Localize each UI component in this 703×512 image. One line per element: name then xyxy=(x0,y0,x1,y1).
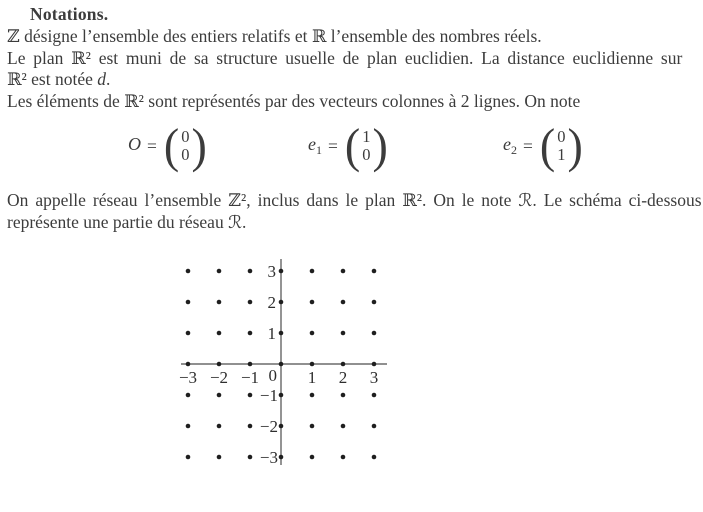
svg-text:3: 3 xyxy=(267,262,276,281)
svg-text:0: 0 xyxy=(268,366,277,385)
paragraph-line: représente une partie du réseau ℛ. xyxy=(7,211,247,232)
paragraph-line: ℤ désigne l’ensemble des entiers relatifs et ℝ l’ensemble des nombres réels. xyxy=(7,26,542,46)
svg-text:−3: −3 xyxy=(178,368,198,387)
svg-text:3: 3 xyxy=(369,368,379,387)
column-vector: 0 1 xyxy=(557,126,566,164)
vector-definition-e1 xyxy=(308,118,388,173)
svg-text:2: 2 xyxy=(338,368,348,387)
svg-text:1: 1 xyxy=(307,368,317,387)
math-variable-d: d xyxy=(97,69,107,89)
right-paren: ) xyxy=(372,118,388,173)
section-heading: Notations. xyxy=(30,4,109,24)
svg-text:−3: −3 xyxy=(259,448,278,467)
lattice-diagram xyxy=(170,250,400,472)
math-symbol: O xyxy=(128,134,141,154)
equals-sign: = xyxy=(523,135,533,156)
svg-text:−1: −1 xyxy=(240,368,260,387)
paragraph-line: Le plan ℝ² est muni de sa structure usuelle de plan euclidien. La distance euclidienne sur xyxy=(7,47,683,68)
vector-definition-e2 xyxy=(503,118,583,173)
vector-definition-O xyxy=(128,118,207,173)
paragraph-line: Les éléments de ℝ² sont représentés par des vecteurs colonnes à 2 lignes. On note xyxy=(7,90,581,111)
right-paren: ) xyxy=(191,118,207,173)
svg-text:1: 1 xyxy=(267,324,276,343)
left-paren: ( xyxy=(539,118,556,173)
svg-text:−2: −2 xyxy=(259,417,278,436)
svg-text:−1: −1 xyxy=(259,386,278,405)
column-vector: 1 0 xyxy=(362,126,371,164)
math-symbol: $e_2$ xyxy=(503,134,517,157)
line-text: . xyxy=(106,69,111,89)
left-paren: ( xyxy=(163,118,180,173)
paragraph-line xyxy=(7,69,699,91)
svg-text:2: 2 xyxy=(267,293,276,312)
column-vector: 0 0 xyxy=(181,126,190,164)
lattice-svg xyxy=(170,250,400,472)
paragraph-line: On appelle réseau l’ensemble ℤ², inclus dans le plan ℝ². On le note ℛ. Le schéma ci-dessous xyxy=(7,190,702,210)
left-paren: ( xyxy=(344,118,361,173)
equals-sign: = xyxy=(328,135,338,156)
line-text: ℝ² est notée xyxy=(7,69,98,89)
math-symbol: $e_1$ xyxy=(308,134,322,157)
right-paren: ) xyxy=(567,118,583,173)
equals-sign: = xyxy=(147,135,157,156)
svg-text:−2: −2 xyxy=(209,368,229,387)
